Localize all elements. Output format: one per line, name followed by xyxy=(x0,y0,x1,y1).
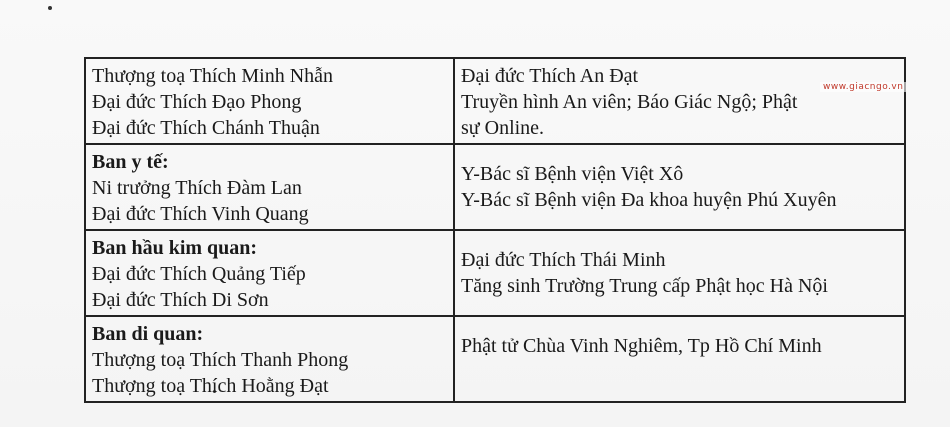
member-name: Thượng toạ Thích Minh Nhẫn xyxy=(92,65,334,87)
table-row xyxy=(85,144,905,230)
member-name: Thượng toạ Thích Thanh Phong xyxy=(92,349,349,371)
affiliation-line: Y-Bác sĩ Bệnh viện Việt Xô xyxy=(461,163,684,185)
affiliation-line: Y-Bác sĩ Bệnh viện Đa khoa huyện Phú Xuyên xyxy=(461,189,837,211)
member-name: Đại đức Thích Đạo Phong xyxy=(92,91,302,113)
member-name: Đại đức Thích Quảng Tiếp xyxy=(92,263,306,285)
member-cell xyxy=(85,316,454,402)
affiliation-line: Đại đức Thích Thái Minh xyxy=(461,249,666,271)
table-row xyxy=(85,58,905,144)
site-watermark: www.giacngo.vn xyxy=(820,82,906,92)
affiliation-cell xyxy=(454,144,905,230)
member-cell xyxy=(85,144,454,230)
affiliation-line: sự Online. xyxy=(461,117,545,139)
affiliation-cell xyxy=(454,58,905,144)
member-name: Đại đức Thích Vinh Quang xyxy=(92,203,309,225)
member-cell xyxy=(85,58,454,144)
table-row xyxy=(85,230,905,316)
affiliation-line: Đại đức Thích An Đạt xyxy=(461,65,639,87)
member-cell xyxy=(85,230,454,316)
table-row xyxy=(85,316,905,402)
member-name: Thượng toạ Thích Hoằng Đạt xyxy=(92,375,329,397)
section-heading: Ban di quan: xyxy=(92,323,204,345)
affiliation-line: Tăng sinh Trường Trung cấp Phật học Hà Nội xyxy=(461,275,828,297)
committee-roster-table xyxy=(84,57,906,403)
affiliation-line: Phật tử Chùa Vinh Nghiêm, Tp Hồ Chí Minh xyxy=(461,335,822,357)
affiliation-cell xyxy=(454,230,905,316)
affiliation-line: Truyền hình An viên; Báo Giác Ngộ; Phật xyxy=(461,91,798,113)
affiliation-cell xyxy=(454,316,905,402)
member-name: Ni trưởng Thích Đàm Lan xyxy=(92,177,302,199)
section-heading: Ban hầu kim quan: xyxy=(92,237,258,259)
section-heading: Ban y tế: xyxy=(92,151,169,173)
scan-speck xyxy=(48,6,52,10)
member-name: Đại đức Thích Di Sơn xyxy=(92,289,269,311)
member-name: Đại đức Thích Chánh Thuận xyxy=(92,117,320,139)
